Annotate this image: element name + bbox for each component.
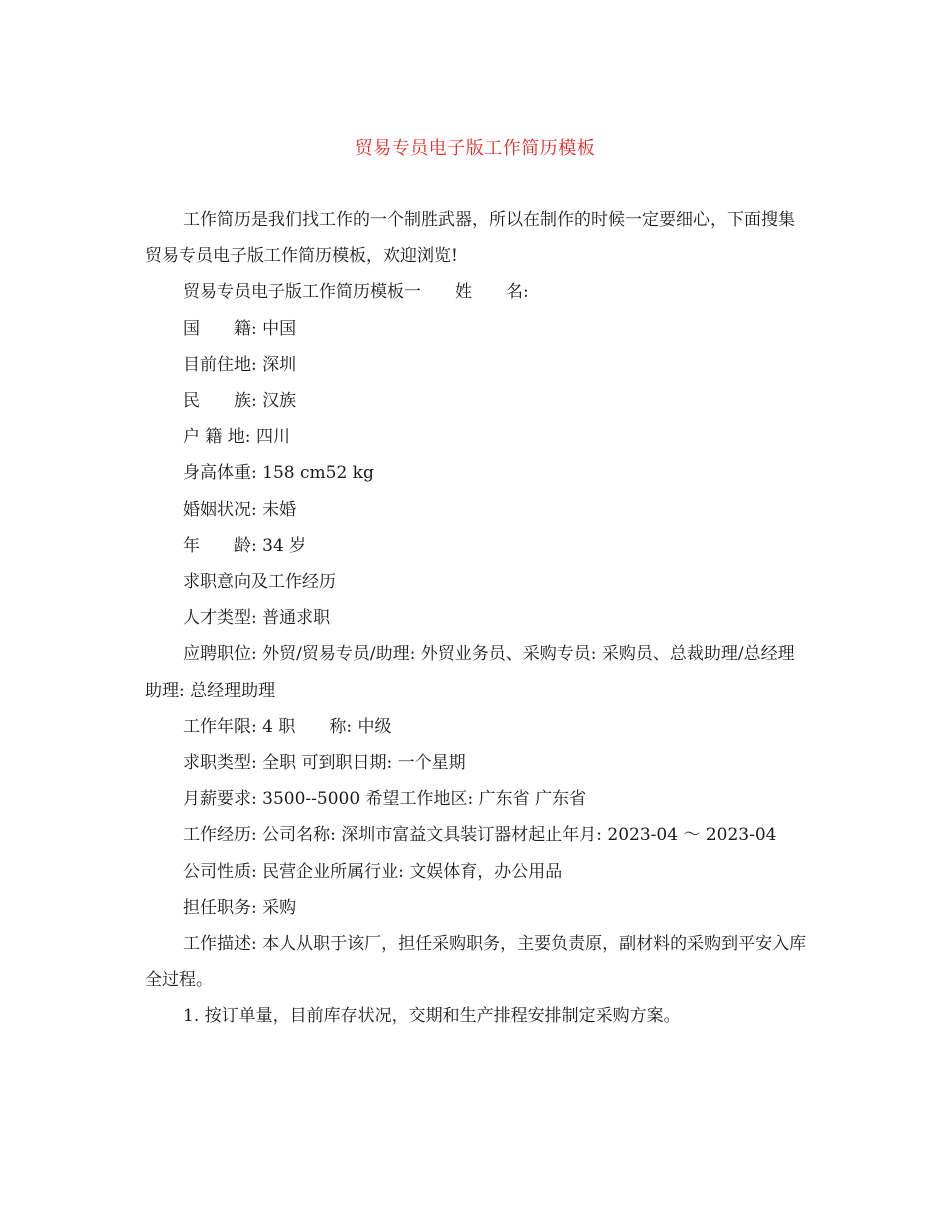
applied-position-line: 应聘职位: 外贸/贸易专员/助理: 外贸业务员、采购专员: 采购员、总裁助理/总经理助理: 总经理助理 [145,644,795,701]
document-title: 贸易专员电子版工作简历模板 [354,138,596,159]
list-item-1: 1. 按订单量，目前库存状况，交期和生产排程安排制定采购方案。 [183,1006,681,1027]
talent-type-line: 人才类型: 普通求职 [183,608,331,629]
age-line: 年 龄: 34 岁 [183,535,307,556]
salary-line: 月薪要求: 3500--5000 希望工作地区: 广东省 广东省 [183,789,587,810]
intro-paragraph: 工作简历是我们找工作的一个制胜武器，所以在制作的时候一定要细心，下面搜集贸易专员电子版工作简历模板，欢迎浏览! [145,210,795,267]
template-heading-name-line: 贸易专员电子版工作简历模板一 姓 名: [183,282,529,303]
work-years-line: 工作年限: 4 职 称: 中级 [183,716,392,737]
document-body [145,202,807,1035]
work-description-line: 工作描述: 本人从职于该厂，担任采购职务，主要负责原，副材料的采购到平安入库全过程。 [145,934,807,991]
household-registration-line: 户 籍 地: 四川 [183,427,290,448]
height-weight-line: 身高体重: 158 cm52 kg [183,463,374,484]
job-type-line: 求职类型: 全职 可到职日期: 一个星期 [183,753,466,774]
company-nature-line: 公司性质: 民营企业所属行业: 文娱体育，办公用品 [183,861,563,882]
work-experience-line: 工作经历: 公司名称: 深圳市富益文具装订器材起止年月: 2023-04 ～ 2023-04 [183,825,777,846]
position-held-line: 担任职务: 采购 [183,897,297,918]
job-intention-heading: 求职意向及工作经历 [183,572,336,593]
nationality-line: 国 籍: 中国 [183,318,297,339]
marital-status-line: 婚姻状况: 未婚 [183,499,297,520]
residence-line: 目前住地: 深圳 [183,354,297,375]
ethnicity-line: 民 族: 汉族 [183,391,297,412]
